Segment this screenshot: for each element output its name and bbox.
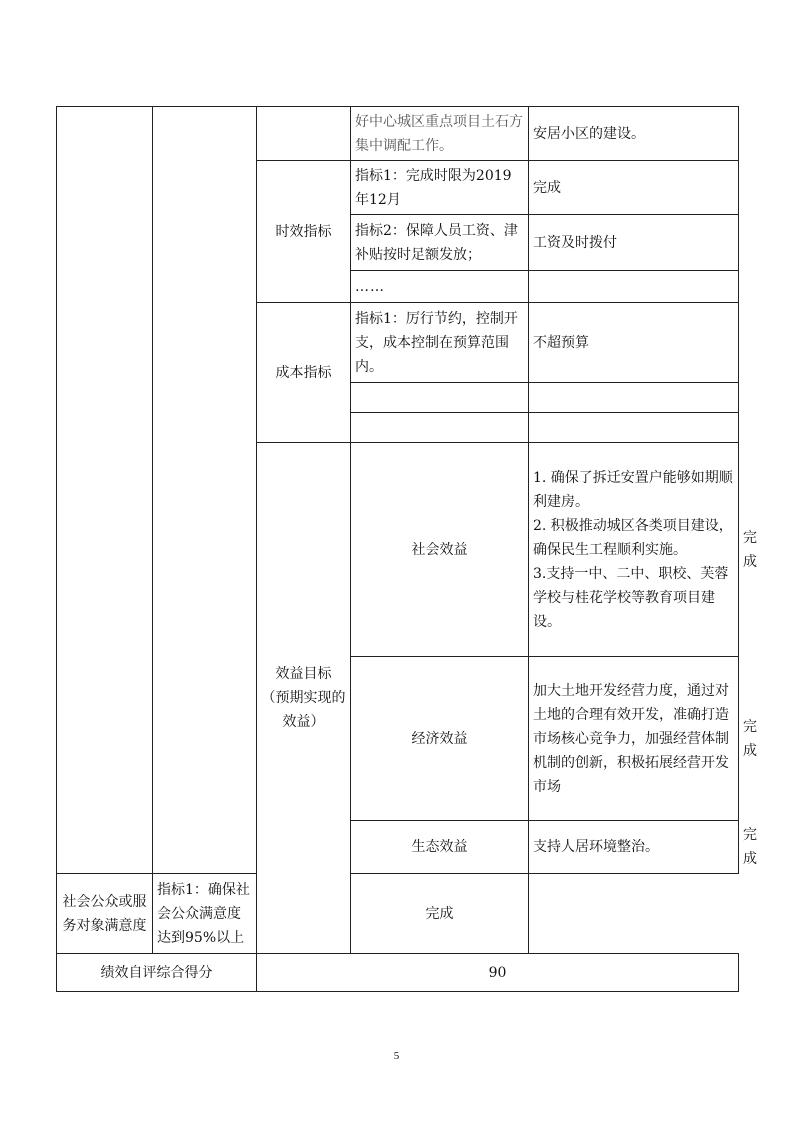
table-row: 效益目标 （预期实现的 效益） 社会效益 1. 确保了拆迁安置户能够如期顺利建房。 2. 积极推动城区各类项目建设，确保民生工程顺利实施。 3.支持一中、二中、职校、芙蓉学校与桂花学校等教育项目建设。 完成 [57, 443, 739, 657]
blank-level2-cell [153, 107, 257, 874]
satisfaction-indicator: 指标1：确保社会公众满意度达到95%以上 [153, 874, 257, 954]
cost-value-3 [529, 413, 739, 443]
cost-indicator-3 [351, 413, 529, 443]
total-score-value: 90 [257, 954, 739, 992]
ecological-indicator: 支持人居环境整治。 [529, 821, 739, 874]
table-row [57, 874, 739, 954]
cost-indicator-1: 指标1：厉行节约，控制开支，成本控制在预算范围内。 [351, 303, 529, 383]
timeliness-value-3 [529, 271, 739, 303]
table-row [57, 107, 739, 161]
timeliness-value-2: 工资及时拨付 [529, 215, 739, 271]
timeliness-category: 时效指标 [257, 161, 351, 303]
satisfaction-value: 完成 [351, 874, 529, 954]
social-indicator: 1. 确保了拆迁安置户能够如期顺利建房。 2. 积极推动城区各类项目建设，确保民生工程顺利实施。 3.支持一中、二中、职校、芙蓉学校与桂花学校等教育项目建设。 [529, 443, 739, 657]
cost-value-1: 不超预算 [529, 303, 739, 383]
cost-category: 成本指标 [257, 303, 351, 443]
cost-value-2 [529, 383, 739, 413]
earthwork-indicator: 好中心城区重点项目土石方集中调配工作。 [351, 107, 529, 161]
blank-level1-cell [57, 107, 153, 874]
timeliness-indicator-2: 指标2：保障人员工资、津补贴按时足额发放； [351, 215, 529, 271]
economic-category: 经济效益 [351, 657, 529, 821]
cost-indicator-2 [351, 383, 529, 413]
satisfaction-category: 社会公众或服务对象满意度 [57, 874, 153, 954]
benefit-group-label: 效益目标 （预期实现的 效益） [257, 443, 351, 954]
table-row: 生态效益 支持人居环境整治。 完成 [57, 821, 739, 874]
social-category: 社会效益 [351, 443, 529, 657]
economic-indicator: 加大土地开发经营力度，通过对土地的合理有效开发，准确打造市场核心竞争力，加强经营体制机制的创新，积极拓展经营开发市场 [529, 657, 739, 821]
table-row [57, 954, 739, 992]
timeliness-indicator-3: …… [351, 271, 529, 303]
ecological-category: 生态效益 [351, 821, 529, 874]
total-score-label: 绩效自评综合得分 [57, 954, 257, 992]
performance-table [56, 106, 757, 992]
page-number: 5 [393, 1050, 400, 1062]
timeliness-indicator-1: 指标1：完成时限为2019年12月 [351, 161, 529, 215]
table-row: 经济效益 加大土地开发经营力度，通过对土地的合理有效开发，准确打造市场核心竞争力，加强经营体制机制的创新，积极拓展经营开发市场 完成 [57, 657, 739, 821]
blank-category-cell [257, 107, 351, 161]
earthwork-value: 安居小区的建设。 [529, 107, 739, 161]
timeliness-value-1: 完成 [529, 161, 739, 215]
